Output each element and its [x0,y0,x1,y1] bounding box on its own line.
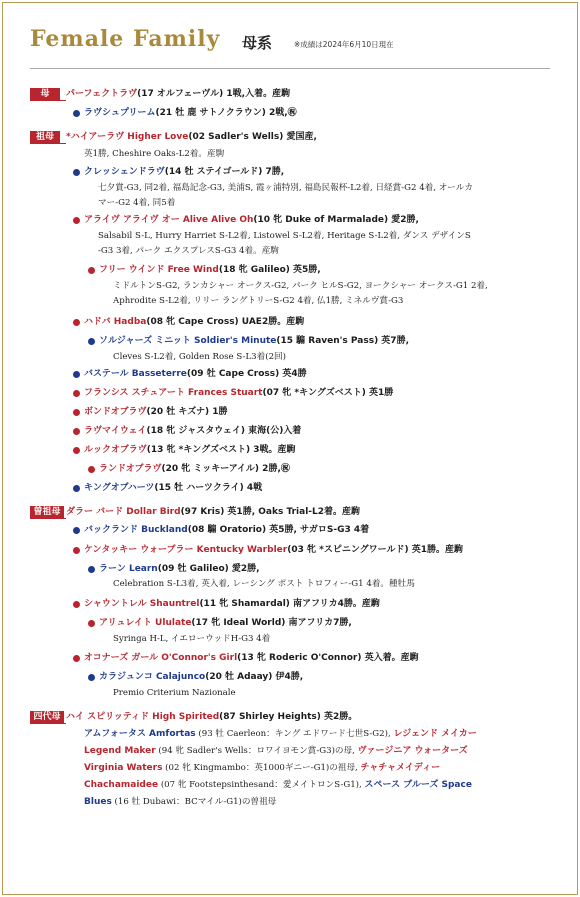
horse-entry [66,131,317,144]
female-dot-icon [73,601,80,608]
horse-entry [84,524,369,537]
horse-name: ラーン Learn [99,564,158,574]
horse-details: (02 牝 Kingmambo：英1000ギニー-G1)の祖母, [162,763,361,773]
horse-details: (14 牡 ステイゴールド) 7勝, [164,167,285,177]
horse-details: (09 牡 Cape Cross) 英4勝 [186,369,307,379]
horse-details: (15 牡 ハーツクライ) 4戦 [154,483,263,493]
horse-details: (97 Kris) 英1勝, Oaks Trial-L2着。産駒 [180,507,361,517]
horse-details: (08 牝 Cape Cross) UAE2勝。産駒 [146,317,305,327]
horse-details: (08 騸 Oratorio) 英5勝, サガロS-G3 4着 [187,525,370,535]
horse-name: オコナーズ ガール O'Connor's Girl [84,653,238,663]
record-line: Aphrodite S-L2着, リリー ラングトリーS-G2 4着, 仏1勝, ミネルヴ賞-G3 [113,296,404,306]
female-dot-icon [88,267,95,274]
horse-details: (13 牝 *キングズベスト) 3戦。産駒 [146,445,296,455]
horse-entry [84,107,297,120]
horse-entry [99,463,290,476]
male-dot-icon [73,371,80,378]
horse-details: (17 オルフェーヴル) 1戦,入着。産駒 [137,89,291,99]
horse-entry [99,563,260,576]
record-line: 七夕賞-G3, 同2着, 福島記念-G3, 美浦S, 霞ヶ浦特別, 福島民報杯-L2着, 日経賞-G2 4着, オールカ [98,183,473,193]
descendants-line [84,779,472,792]
male-dot-icon [73,527,80,534]
horse-details: (15 騸 Raven's Pass) 英7勝, [276,336,409,346]
horse-name: フリー ウインド Free Wind [99,265,219,275]
descendants-line [84,728,477,741]
female-dot-icon [73,409,80,416]
horse-entry [66,711,357,724]
horse-name: Blues [84,797,112,807]
horse-details: (11 牝 Shamardal) 南アフリカ4勝。産駒 [199,599,380,609]
horse-name: Legend Maker [84,746,156,756]
record-line: Celebration S-L3着, 英入着, レーシング ポスト トロフィー-G1 4着。種牡馬 [113,579,415,589]
horse-name: ダラー バード Dollar Bird [66,507,181,517]
horse-name: クレッシェンドラヴ [84,167,165,177]
horse-name: パーフェクトラヴ [66,89,138,99]
horse-name: ソルジャーズ ミニット Soldier's Minute [99,336,277,346]
horse-name: Virginia Waters [84,763,163,773]
record-line: Syringa H-L, イエローウッドH-G3 4着 [113,634,271,644]
horse-name: ラヴマイウェイ [84,426,147,436]
horse-entry [99,335,409,348]
female-dot-icon [73,217,80,224]
male-dot-icon [88,674,95,681]
horse-details: (07 牝 Footstepsinthesand：愛メイトロンS-G1), [158,780,365,790]
horse-name: Chachamaidee [84,780,159,790]
horse-name: キングオブハーツ [84,483,155,493]
horse-name: アリュレイト Ululate [99,618,192,628]
horse-name: ハドバ Hadba [84,317,147,327]
horse-details: (02 Sadler's Wells) 愛国産, [188,132,317,142]
horse-name: *ハイアーラヴ Higher Love [66,132,189,142]
horse-name: ケンタッキー ウォーブラー Kentucky Warbler [84,545,288,555]
horse-name: ラヴシュプリーム [84,108,156,118]
female-dot-icon [73,447,80,454]
horse-details: (21 牡 鹿 サトノクラウン) 2戦,㊗ [155,108,297,118]
record-line: マー-G2 4着, 同5着 [98,198,176,208]
male-dot-icon [73,485,80,492]
horse-name: チャチャメイディー [360,763,441,773]
horse-details: (18 牝 Galileo) 英5勝, [218,265,321,275]
horse-name: カラジュンコ Calajunco [99,672,206,682]
male-dot-icon [88,566,95,573]
horse-name: シャウントレル Shauntrel [84,599,200,609]
female-dot-icon [73,428,80,435]
record-line: ミドルトンS-G2, ランカシャー オークス-G2, パーク ヒルS-G2, ヨークシャー オークス-G1 2着, [113,281,488,291]
generation-label: 四代母 [30,711,64,724]
horse-details: (87 Shirley Heights) 英2勝。 [219,712,358,722]
descendants-line [84,796,276,809]
horse-name: バックランド Buckland [84,525,188,535]
horse-entry [84,444,296,457]
female-dot-icon [73,390,80,397]
horse-details: (17 牝 Ideal World) 南アフリカ7勝, [191,618,352,628]
horse-name: ルックオブラヴ [84,445,147,455]
horse-name: ハイ スピリッティド High Spirited [66,712,220,722]
title-en: Female Family [30,26,221,52]
female-dot-icon [73,547,80,554]
header [30,26,550,66]
horse-entry [99,617,352,630]
female-dot-icon [88,620,95,627]
horse-entry [84,544,463,557]
horse-name: フランシス スチュアート Frances Stuart [84,388,263,398]
horse-entry [66,88,290,101]
record-line: -G3 3着, パーク エクスプレスS-G3 4着。産駒 [98,246,279,256]
horse-details: (09 牡 Galileo) 愛2勝, [157,564,260,574]
horse-entry [84,598,380,611]
horse-entry [84,425,301,438]
female-dot-icon [73,655,80,662]
header-divider [30,68,550,69]
horse-details: (94 牝 Sadler's Wells：ロワイヨモン賞-G3)の母, [155,746,358,756]
male-dot-icon [88,338,95,345]
horse-name: バステール Basseterre [84,369,187,379]
horse-entry [84,214,419,227]
record-line: 英1勝, Cheshire Oaks-L2着。産駒 [84,149,225,159]
horse-details: (16 牡 Dubawi：BCマイル-G1)の曽祖母 [111,797,277,807]
horse-entry [66,506,360,519]
horse-details: (03 牝 *スピニングワールド) 英1勝。産駒 [287,545,463,555]
horse-entry [99,264,321,277]
horse-details: (93 牡 Caerleon：キング エドワード七世S-G2), [195,729,394,739]
descendants-line [84,745,468,758]
horse-name: ボンドオブラヴ [84,407,147,417]
horse-details: (10 牝 Duke of Marmalade) 愛2勝, [253,215,419,225]
horse-name: アムフォータス Amfortas [84,729,196,739]
male-dot-icon [73,169,80,176]
descendants-line [84,762,440,775]
horse-details: (20 牡 キズナ) 1勝 [146,407,228,417]
record-line: Salsabil S-L, Hurry Harriet S-L2着, Listowel S-L2着, Heritage S-L2着, ダンス デザインS [98,231,471,241]
horse-name: レジェンド メイカー [393,729,477,739]
horse-entry [84,316,304,329]
horse-name: アライヴ アライヴ オー Alive Alive Oh [84,215,254,225]
horse-details: (13 牝 Roderic O'Connor) 英入着。産駒 [237,653,419,663]
horse-entry [84,482,262,495]
horse-entry [84,406,228,419]
female-dot-icon [73,319,80,326]
record-line: Cleves S-L2着, Golden Rose S-L3着(2回) [113,352,286,362]
female-dot-icon [88,466,95,473]
generation-label: 曽祖母 [30,506,64,519]
male-dot-icon [73,110,80,117]
horse-details: (07 牝 *キングズベスト) 英1勝 [262,388,394,398]
record-line: Premio Criterium Nazionale [113,688,236,698]
horse-entry [84,368,307,381]
horse-details: (20 牡 Adaay) 伊4勝, [205,672,304,682]
generation-label: 母 [30,88,60,101]
title-ja: 母系 [242,34,273,52]
horse-details: (18 牝 ジャスタウェイ) 東海(公)入着 [146,426,302,436]
horse-entry [84,387,393,400]
horse-name: ランドオブラヴ [99,464,162,474]
horse-name: スペース ブルーズ Space [364,780,472,790]
generation-label: 祖母 [30,131,60,144]
horse-entry [84,166,284,179]
horse-entry [84,652,419,665]
horse-entry [99,671,303,684]
horse-details: (20 牝 ミッキーアイル) 2勝,㊗ [161,464,290,474]
as-of-note: ※成績は2024年6月10日現在 [294,40,394,49]
horse-name: ヴァージニア ウォーターズ [357,746,468,756]
